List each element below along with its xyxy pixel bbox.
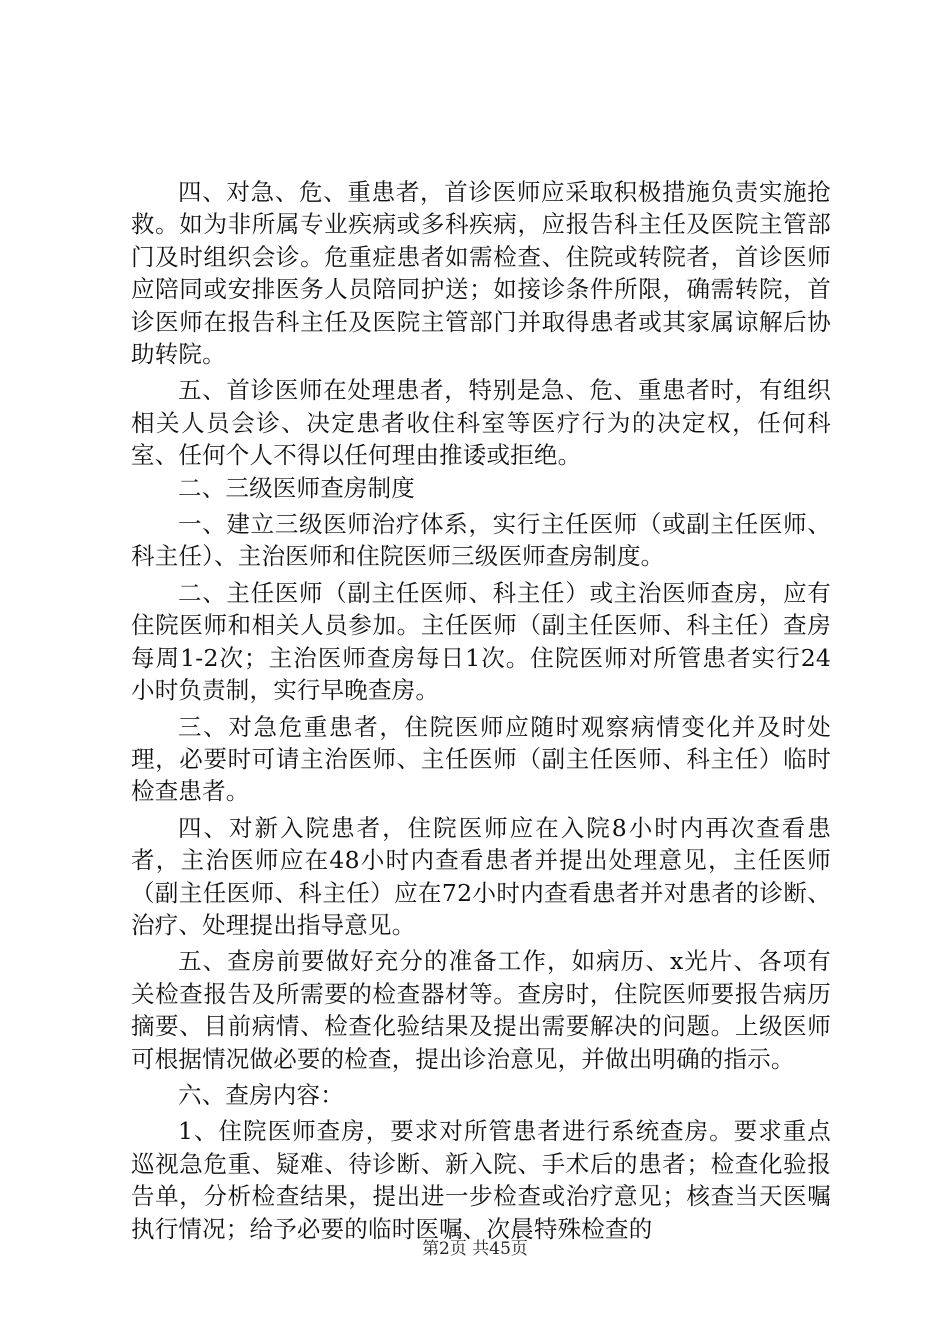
paragraph: 五、查房前要做好充分的准备工作，如病历、x光片、各项有关检查报告及所需要的检查器材等。查房时，住院医师要报告病历摘要、目前病情、检查化验结果及提出需要解决的问题。上级医师可根据情况做必要的检查，提出诊治意见，并做出明确的指示。: [131, 947, 831, 1073]
paragraph: 六、查房内容：: [178, 1080, 344, 1109]
paragraph: 四、对新入院患者，住院医师应在入院8小时内再次查看患者，主治医师应在48小时内查看患者并提出处理意见，主任医师（副主任医师、科主任）应在72小时内查看患者并对患者的诊断、治疗、处理提出指导意见。: [131, 813, 831, 939]
paragraph: 三、对急危重患者，住院医师应随时观察病情变化并及时处理，必要时可请主治医师、主任医师（副主任医师、科主任）临时检查患者。: [131, 712, 831, 806]
page-number-footer: 第2页 共45页: [422, 1239, 528, 1259]
paragraph: 二、主任医师（副主任医师、科主任）或主治医师查房，应有住院医师和相关人员参加。主任医师（副主任医师、科主任）查房每周1-2次；主治医师查房每日1次。住院医师对所管患者实行24小时负责制，实行早晚查房。: [131, 578, 831, 705]
document-body: [131, 176, 831, 1245]
paragraph: 四、对急、危、重患者，首诊医师应采取积极措施负责实施抢救。如为非所属专业疾病或多科疾病，应报告科主任及医院主管部门及时组织会诊。危重症患者如需检查、住院或转院者，首诊医师应陪同或安排医务人员陪同护送；如接诊条件所限，确需转院，首诊医师在报告科主任及医院主管部门并取得患者或其家属谅解后协助转院。: [131, 178, 831, 369]
paragraph: 五、首诊医师在处理患者，特别是急、危、重患者时，有组织相关人员会诊、决定患者收住科室等医疗行为的决定权，任何科室、任何个人不得以任何理由推诿或拒绝。: [131, 376, 831, 470]
paragraph: 一、建立三级医师治疗体系，实行主任医师（或副主任医师、科主任）、主治医师和住院医师三级医师查房制度。: [131, 510, 831, 571]
paragraph: 1、住院医师查房，要求对所管患者进行系统查房。要求重点巡视急危重、疑难、待诊断、新入院、手术后的患者；检查化验报告单，分析检查结果，提出进一步检查或治疗意见；核查当天医嘱执行情况；给予必要的临时医嘱、次晨特殊检查的: [131, 1117, 831, 1243]
section-heading: 二、三级医师查房制度: [178, 473, 415, 502]
